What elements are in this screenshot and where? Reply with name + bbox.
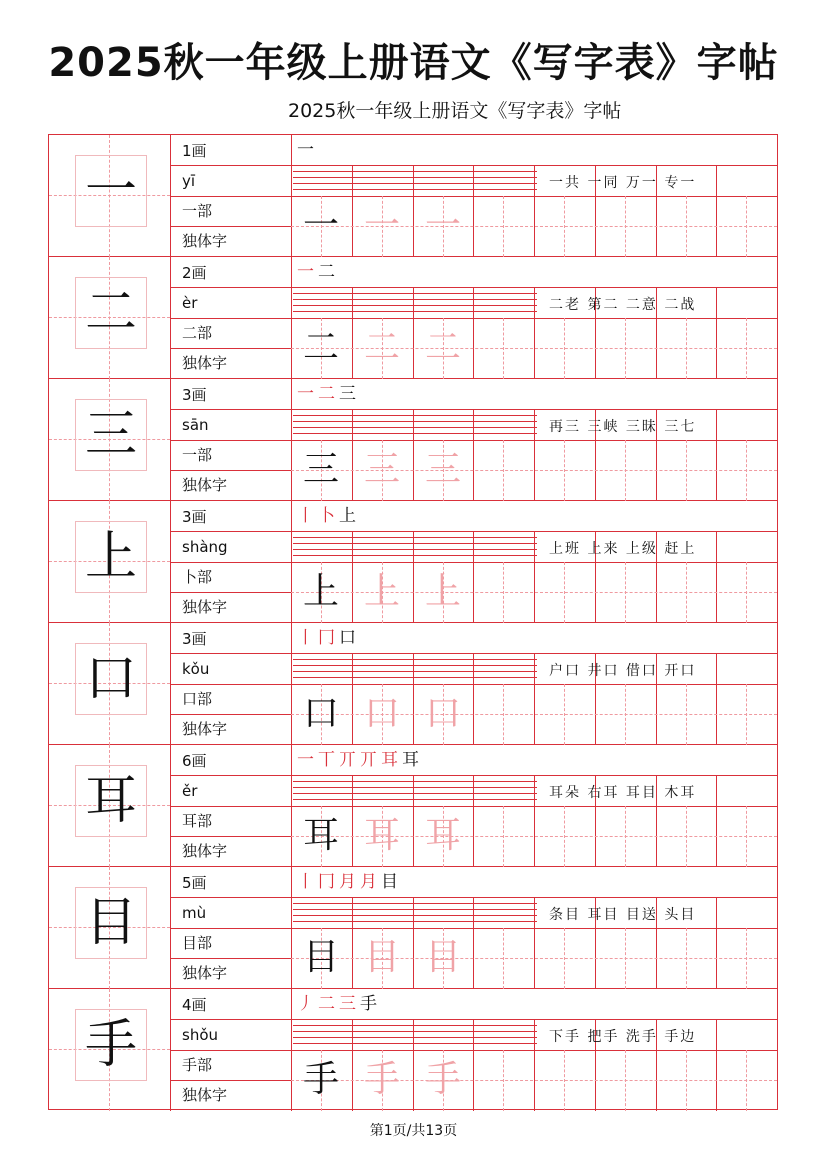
pinyin-staff-line: [293, 909, 537, 910]
stroke-count: 3画: [182, 508, 207, 526]
pinyin-staff-line: [293, 177, 537, 178]
radical: 卜部: [182, 568, 213, 586]
stroke-count: 6画: [182, 752, 207, 770]
stroke-step: 丌: [339, 750, 360, 770]
cell-divider: [716, 1019, 717, 1111]
copybook-sheet: [48, 134, 778, 1110]
pinyin: shàng: [182, 538, 228, 556]
radical: 目部: [182, 934, 213, 952]
stroke-step: 一: [297, 262, 318, 282]
cell-divider: [473, 775, 474, 867]
pinyin-staff-line: [293, 915, 537, 916]
word-list: 再三 三峡 三昧 三七: [549, 419, 697, 435]
pinyin-staff-line: [293, 311, 537, 312]
stroke-step: 三: [339, 994, 360, 1014]
stroke-step: 月: [339, 872, 360, 892]
trace-char: 一: [424, 205, 461, 246]
structure: 独体字: [182, 842, 228, 860]
word-list: 一共 一同 万一 专一: [549, 175, 697, 191]
practice-char: 二: [302, 327, 339, 368]
practice-char: 手: [302, 1059, 339, 1100]
word-list: 户口 井口 借口 开口: [549, 663, 697, 679]
stroke-sequence: [297, 383, 360, 405]
pinyin-staff-line: [293, 415, 537, 416]
trace-char: 二: [363, 327, 400, 368]
stroke-step: 口: [339, 628, 360, 648]
pinyin-staff-line: [293, 1037, 537, 1038]
structure: 独体字: [182, 354, 228, 372]
stroke-sequence: [297, 627, 360, 649]
stroke-sequence: [297, 749, 423, 771]
trace-char: 目: [424, 937, 461, 978]
cell-divider: [716, 531, 717, 623]
pinyin-staff-line: [293, 787, 537, 788]
pinyin: mù: [182, 904, 207, 922]
cell-divider: [473, 409, 474, 501]
practice-char: 口: [302, 693, 339, 734]
pinyin-staff-line: [293, 171, 537, 172]
cell-divider: [473, 1019, 474, 1111]
trace-char: 口: [424, 693, 461, 734]
stroke-step: 丨: [297, 872, 318, 892]
pinyin-staff-line: [293, 543, 537, 544]
stroke-step: 冂: [318, 628, 339, 648]
big-char: 一: [84, 161, 137, 221]
pinyin: shǒu: [182, 1026, 219, 1044]
word-list: 耳朵 右耳 耳目 木耳: [549, 785, 697, 801]
stroke-sequence: [297, 505, 360, 527]
practice-char: 上: [302, 571, 339, 612]
cell-divider: [534, 897, 535, 989]
pinyin: ěr: [182, 782, 198, 800]
cell-divider: [473, 165, 474, 257]
stroke-step: 一: [297, 384, 318, 404]
practice-char: 三: [302, 449, 339, 490]
practice-char: 一: [302, 205, 339, 246]
stroke-count: 3画: [182, 386, 207, 404]
pinyin-staff-line: [293, 305, 537, 306]
trace-char: 上: [363, 571, 400, 612]
page-title: 2025秋一年级上册语文《写字表》字帖: [48, 40, 779, 86]
radical: 二部: [182, 324, 213, 342]
stroke-step: 丌: [360, 750, 381, 770]
pinyin-staff-line: [293, 793, 537, 794]
structure: 独体字: [182, 598, 228, 616]
char-row: [49, 135, 777, 257]
big-char: 目: [84, 893, 137, 953]
pinyin: èr: [182, 294, 198, 312]
cell-divider: [534, 287, 535, 379]
structure: 独体字: [182, 476, 228, 494]
stroke-sequence: [297, 261, 339, 283]
pinyin-staff-line: [293, 1043, 537, 1044]
trace-char: 二: [424, 327, 461, 368]
cell-divider: [534, 531, 535, 623]
stroke-sequence: [297, 139, 318, 161]
pinyin-staff-line: [293, 183, 537, 184]
stroke-step: 上: [339, 506, 360, 526]
radical: 手部: [182, 1056, 213, 1074]
pinyin-staff-line: [293, 1025, 537, 1026]
word-list: 条目 耳目 目送 头目: [549, 907, 697, 923]
word-list: 二老 第二 二意 二战: [549, 297, 697, 313]
pinyin-staff-line: [293, 781, 537, 782]
cell-divider: [534, 1019, 535, 1111]
practice-char: 耳: [302, 815, 339, 856]
stroke-step: 月: [360, 872, 381, 892]
char-row: [49, 745, 777, 867]
stroke-step: 耳: [381, 750, 402, 770]
stroke-count: 4画: [182, 996, 207, 1014]
trace-char: 耳: [424, 815, 461, 856]
trace-char: 手: [363, 1059, 400, 1100]
big-char: 口: [84, 649, 137, 709]
cell-divider: [716, 287, 717, 379]
pinyin-staff-line: [293, 555, 537, 556]
stroke-sequence: [297, 871, 402, 893]
pinyin-staff-line: [293, 189, 537, 190]
char-row: [49, 867, 777, 989]
cell-divider: [716, 653, 717, 745]
cell-divider: [473, 287, 474, 379]
pinyin: sān: [182, 416, 209, 434]
pinyin-staff-line: [293, 299, 537, 300]
page-number: 第1页/共13页: [369, 1123, 458, 1139]
stroke-step: 一: [297, 750, 318, 770]
trace-char: 三: [424, 449, 461, 490]
big-char: 耳: [84, 771, 137, 831]
trace-char: 耳: [363, 815, 400, 856]
pinyin-staff-line: [293, 1031, 537, 1032]
stroke-count: 5画: [182, 874, 207, 892]
stroke-step: 卜: [318, 506, 339, 526]
cell-divider: [716, 775, 717, 867]
pinyin-staff-line: [293, 549, 537, 550]
cell-divider: [473, 653, 474, 745]
stroke-step: 手: [360, 994, 381, 1014]
trace-char: 上: [424, 571, 461, 612]
stroke-count: 1画: [182, 142, 207, 160]
pinyin-staff-line: [293, 921, 537, 922]
char-row: [49, 379, 777, 501]
pinyin-staff-line: [293, 903, 537, 904]
trace-char: 目: [363, 937, 400, 978]
radical: 一部: [182, 446, 213, 464]
trace-char: 手: [424, 1059, 461, 1100]
pinyin-staff-line: [293, 659, 537, 660]
stroke-step: 丨: [297, 506, 318, 526]
cell-divider: [716, 165, 717, 257]
structure: 独体字: [182, 232, 228, 250]
pinyin-staff-line: [293, 799, 537, 800]
trace-char: 三: [363, 449, 400, 490]
structure: 独体字: [182, 1086, 228, 1104]
trace-char: 一: [363, 205, 400, 246]
char-row: [49, 989, 777, 1111]
big-char: 上: [84, 527, 137, 587]
stroke-step: 目: [381, 872, 402, 892]
stroke-step: 丨: [297, 628, 318, 648]
stroke-step: 三: [339, 384, 360, 404]
big-char: 二: [84, 283, 137, 343]
big-char: 手: [84, 1015, 137, 1075]
char-row: [49, 501, 777, 623]
stroke-step: 耳: [402, 750, 423, 770]
cell-divider: [534, 165, 535, 257]
cell-divider: [473, 897, 474, 989]
trace-char: 口: [363, 693, 400, 734]
page-subtitle: 2025秋一年级上册语文《写字表》字帖: [288, 100, 622, 122]
pinyin-staff-line: [293, 293, 537, 294]
cell-divider: [473, 531, 474, 623]
practice-char: 目: [302, 937, 339, 978]
pinyin-staff-line: [293, 677, 537, 678]
stroke-count: 2画: [182, 264, 207, 282]
cell-divider: [534, 775, 535, 867]
cell-divider: [534, 409, 535, 501]
char-row: [49, 623, 777, 745]
pinyin-staff-line: [293, 427, 537, 428]
stroke-step: 丅: [318, 750, 339, 770]
cell-divider: [716, 897, 717, 989]
stroke-step: 丿: [297, 994, 318, 1014]
stroke-step: 冂: [318, 872, 339, 892]
stroke-step: 二: [318, 994, 339, 1014]
word-list: 上班 上来 上级 赶上: [549, 541, 697, 557]
char-row: [49, 257, 777, 379]
pinyin: kǒu: [182, 660, 210, 678]
pinyin-staff-line: [293, 537, 537, 538]
stroke-sequence: [297, 993, 381, 1015]
structure: 独体字: [182, 964, 228, 982]
pinyin-staff-line: [293, 433, 537, 434]
stroke-step: 二: [318, 262, 339, 282]
radical: 口部: [182, 690, 213, 708]
stroke-step: 二: [318, 384, 339, 404]
radical: 耳部: [182, 812, 213, 830]
pinyin-staff-line: [293, 665, 537, 666]
big-char: 三: [84, 405, 137, 465]
stroke-count: 3画: [182, 630, 207, 648]
word-list: 下手 把手 洗手 手边: [549, 1029, 697, 1045]
cell-divider: [534, 653, 535, 745]
pinyin-staff-line: [293, 671, 537, 672]
pinyin-staff-line: [293, 421, 537, 422]
cell-divider: [716, 409, 717, 501]
radical: 一部: [182, 202, 213, 220]
structure: 独体字: [182, 720, 228, 738]
stroke-step: 一: [297, 140, 318, 160]
pinyin: yī: [182, 172, 196, 190]
